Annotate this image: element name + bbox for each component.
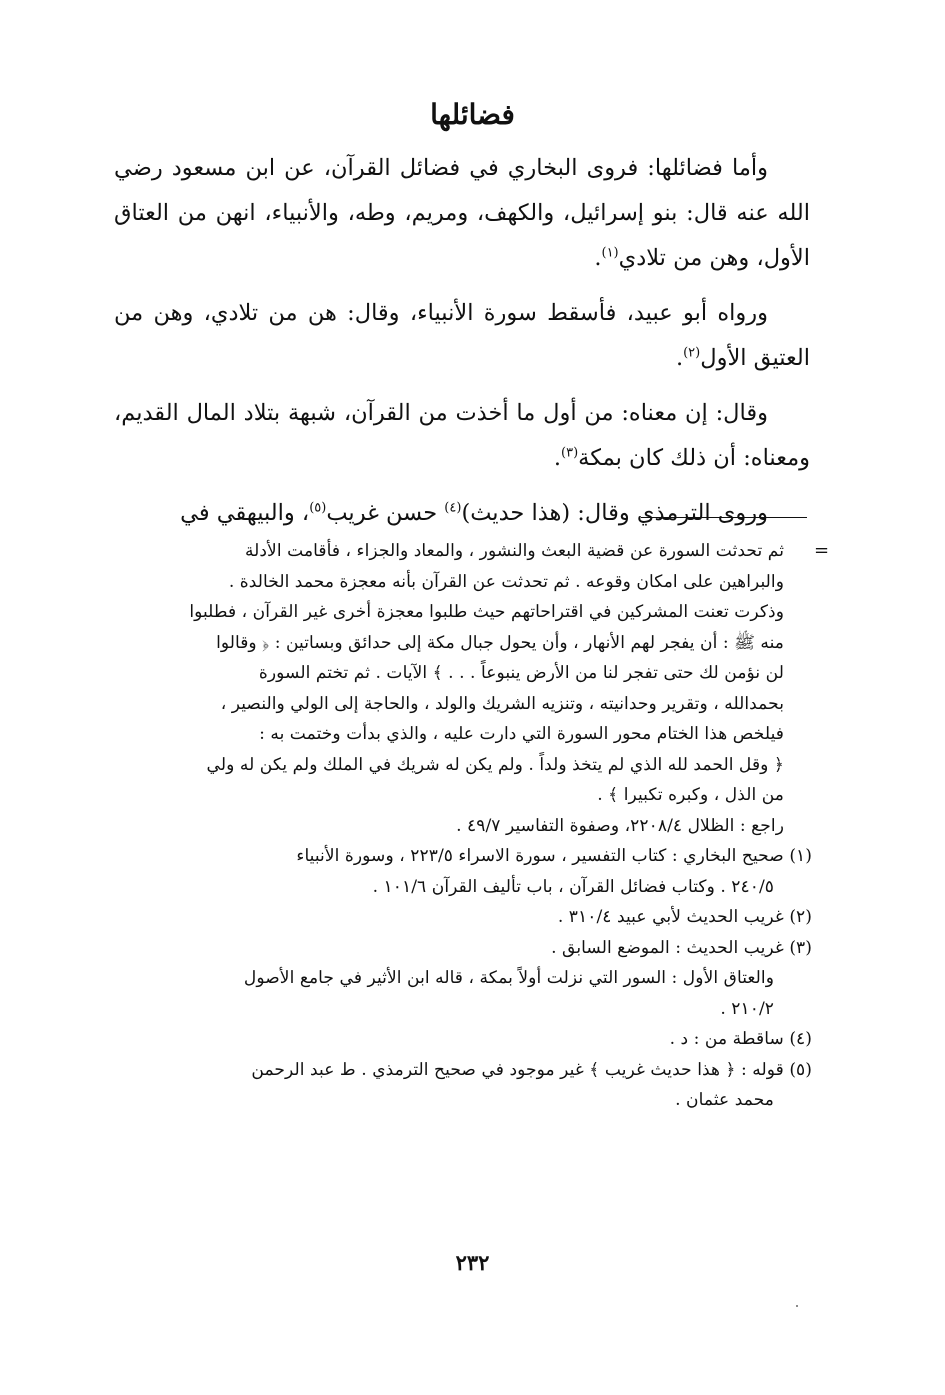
footnote-line: فيلخص هذا الختام محور السورة التي دارت عليه ، والذي بدأت وختمت به : (259, 724, 784, 744)
paragraph-text: حسن غريب (326, 500, 445, 526)
footnote-ref[interactable]: (٥) (309, 500, 327, 516)
paragraph-3 (114, 391, 810, 481)
footnote-number: (١) (789, 846, 812, 866)
paragraph-text: ورواه أبو عبيد، فأسقط سورة الأنبياء، وقال: هن من تلادي، وهن من العتيق الأول (114, 300, 810, 371)
footnote-line: راجع : الظلال ٢٢٠٨/٤، وصفوة التفاسير ٤٩/٧ . (456, 815, 784, 836)
main-text (114, 146, 810, 536)
footnote-line: منه ﷺ : أن يفجر لهم الأنهار ، وأن يحول جبال مكة إلى حدائق وبساتين : ﴿ وقالوا (216, 632, 784, 653)
paragraph-text: وقال: إن معناه: من أول ما أخذت من القرآن، شبهة بتلاد المال القديم، ومعناه: أن ذلك كان بمكة (114, 400, 810, 471)
footnote-text: ٢١٠/٢ . (720, 998, 774, 1019)
footnote-text: ٢٤٠/٥ . وكتاب فضائل القرآن ، باب تأليف القرآن ١٠١/٦ . (372, 876, 774, 897)
footnote-line: لن نؤمن لك حتى تفجر لنا من الأرض ينبوعاً . . . ﴾ الآيات . ثم تختم السورة (258, 663, 784, 683)
footnote-ref[interactable]: (٣) (561, 445, 579, 461)
footnote-line: ﴿ وقل الحمد لله الذي لم يتخذ ولداً . ولم يكن له شريك في الملك ولم يكن له ولي (206, 754, 784, 775)
footnote-text: غريب الحديث : الموضع السابق . (551, 937, 784, 958)
footnote-ref[interactable]: (٢) (683, 345, 701, 361)
footnote-line: من الذل ، وكبره تكبيرا ﴾ . (597, 785, 784, 805)
continuation-marker: = (814, 540, 830, 561)
paragraph-text: وروى الترمذي وقال: (هذا حديث) (461, 500, 768, 526)
paragraph-2 (114, 291, 810, 381)
paragraph-end: . (594, 245, 602, 271)
footnote-text: صحيح البخاري : كتاب التفسير ، سورة الاسراء ٢٢٣/٥ ، وسورة الأنبياء (296, 846, 784, 866)
scan-speck (796, 1305, 798, 1307)
footnote-ref[interactable]: (١) (601, 245, 619, 261)
footnote-5 (114, 1055, 812, 1116)
footnote-text: قوله : ﴿ هذا حديث غريب ﴾ غير موجود في صحيح الترمذي . ط عبد الرحمن (251, 1059, 784, 1080)
footnote-number: (٥) (789, 1059, 812, 1080)
paragraph-1 (114, 146, 810, 281)
footnote-text: ساقطة من : د . (669, 1029, 784, 1049)
footnote-ref[interactable]: (٤) (444, 500, 462, 516)
page-number: ٢٣٢ (455, 1250, 490, 1275)
footnote-separator (641, 517, 807, 518)
footnotes-area (114, 536, 812, 1116)
paragraph-4 (114, 491, 810, 536)
footnote-3-continued (114, 963, 812, 1024)
footnote-text: غريب الحديث لأبي عبيد ٣١٠/٤ . (557, 907, 784, 927)
footnote-line: ثم تحدثت السورة عن قضية البعث والنشور ، والمعاد والجزاء ، فأقامت الأدلة (244, 541, 784, 561)
paragraph-end: . (553, 445, 561, 471)
paragraph-text: ، والبيهقي في (180, 500, 310, 526)
footnote-number: (٣) (789, 937, 812, 958)
footnote-1 (114, 841, 812, 902)
paragraph-end: . (675, 345, 684, 371)
footnote-number: (٤) (789, 1029, 812, 1049)
footnote-line: بحمدالله ، وتقرير وحدانيته ، وتنزيه الشريك والولد ، والحاجة إلى الولي والنصير ، (220, 693, 784, 714)
footnote-line: والبراهين على امكان وقوعه . ثم تحدثت عن القرآن بأنه معجزة محمد الخالدة . (228, 571, 784, 592)
footnote-4 (114, 1024, 812, 1055)
footnote-text: والعتاق الأول : السور التي نزلت أولاً بمكة ، قاله ابن الأثير في جامع الأصول (243, 968, 774, 988)
paragraph-text: وأما فضائلها: فروى البخاري في فضائل القرآن، عن ابن مسعود رضي الله عنه قال: بنو إسرائيل، والكهف، ومريم، وطه، والأنبياء، انهن من العتاق الأول، وهن من تلادي (114, 155, 810, 271)
section-title: فضائلها (430, 98, 515, 131)
footnote-line: وذكرت تعنت المشركين في اقتراحاتهم حيث طلبوا معجزة أخرى غير القرآن ، فطلبوا (189, 602, 784, 622)
footnote-text: محمد عثمان . (675, 1090, 774, 1110)
footnote-3 (114, 933, 812, 964)
footnote-2 (114, 902, 812, 933)
continued-footnote (114, 536, 812, 841)
footnote-number: (٢) (789, 907, 812, 927)
